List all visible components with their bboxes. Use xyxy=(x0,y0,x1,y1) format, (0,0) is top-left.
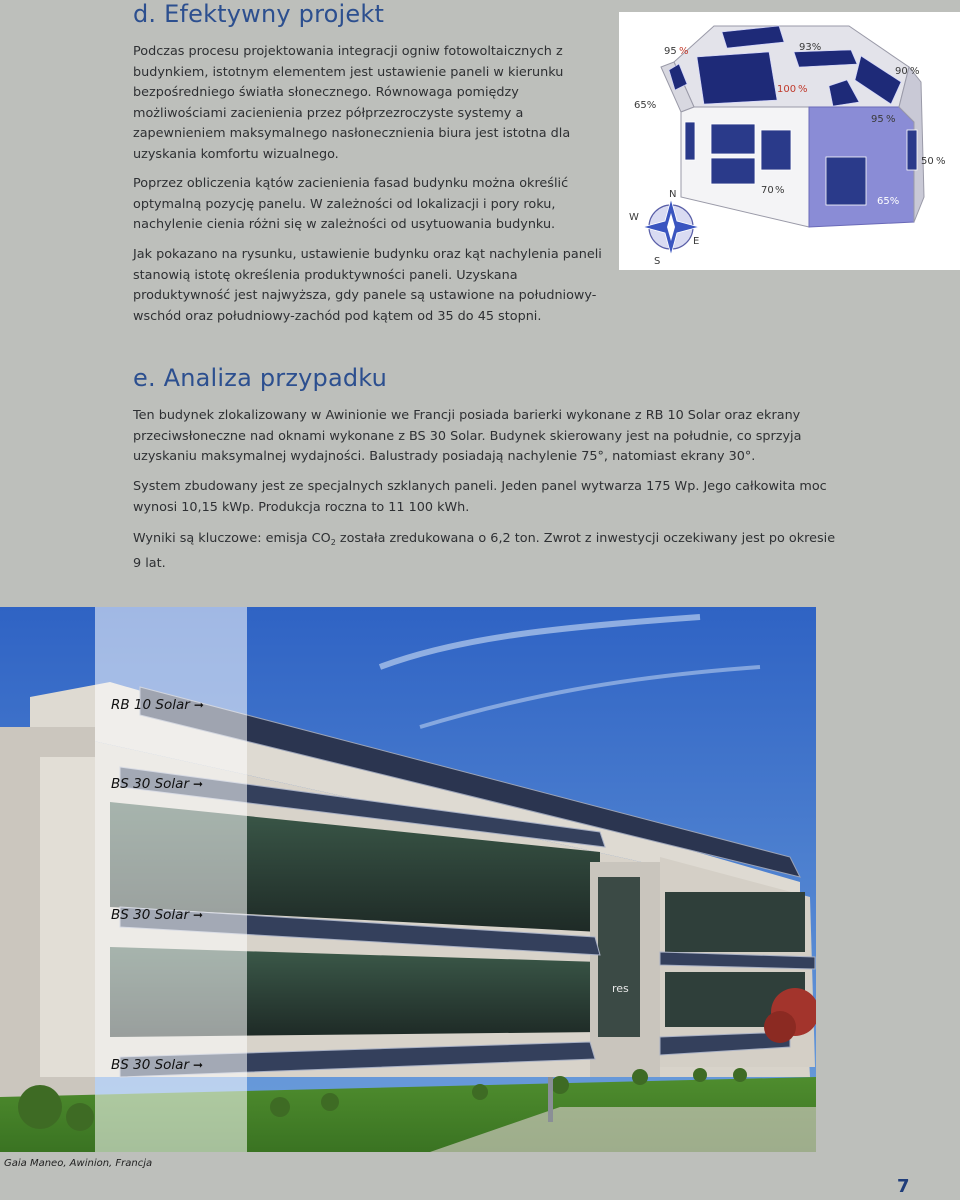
window xyxy=(907,130,917,170)
section-e-paragraph-1: Ten budynek zlokalizowany w Awinionie we Francji posiada barierki wykonane z RB 10 Solar oraz ekrany przeciwsłoneczne nad oknami wykonane z BS 30 Solar. Budynek skierowany jest na południe, co sprzyja uzyskaniu maksymalnej wydajności. Balustrady posiadają nachylenie 75°, natomiast ekrany 30°. xyxy=(133,408,802,464)
compass-n: N xyxy=(669,189,677,200)
page-number: 7 xyxy=(897,1176,910,1197)
compass-rose xyxy=(643,199,699,255)
co2-text-before: Wyniki są kluczowe: emisja CO xyxy=(133,531,331,546)
label-right-90-pct: % xyxy=(910,66,920,77)
building-orientation-diagram xyxy=(619,12,960,270)
photo-label-bs30-3-text: BS 30 Solar xyxy=(111,1057,189,1073)
arrow-right-icon: ➞ xyxy=(193,908,204,922)
label-bottom-70: 70 xyxy=(761,185,774,196)
compass-w: W xyxy=(629,212,639,223)
co2-text-after: została zredukowana o 6,2 ton. Zwrot z inwestycji oczekiwany jest po okresie 9 lat. xyxy=(133,531,836,571)
label-right-95-pct: % xyxy=(886,114,896,125)
photo-label-bs30-3 xyxy=(111,1057,203,1073)
label-right-90: 90 xyxy=(895,66,908,77)
label-right-50: 50 xyxy=(921,156,934,167)
window xyxy=(826,157,866,205)
label-left-65: 65% xyxy=(634,100,657,111)
building-sign: res xyxy=(612,982,629,995)
photo-label-rb10 xyxy=(111,697,204,713)
roof-panel xyxy=(697,52,777,104)
section-d-title: d. Efektywny projekt xyxy=(133,0,385,28)
section-e-paragraph-3 xyxy=(133,529,843,574)
photo-label-bs30-1 xyxy=(111,776,203,792)
section-e-title: e. Analiza przypadku xyxy=(133,364,388,392)
label-top-95-pct: % xyxy=(679,46,689,57)
label-bottom-70-pct: % xyxy=(775,185,785,196)
compass-s: S xyxy=(654,256,661,267)
photo-label-bs30-1-text: BS 30 Solar xyxy=(111,776,189,792)
compass-e: E xyxy=(693,236,700,247)
photo-label-bs30-2-text: BS 30 Solar xyxy=(111,907,189,923)
arrow-right-icon: ➞ xyxy=(193,1058,204,1072)
co2-subscript: 2 xyxy=(330,538,336,547)
photo-label-bs30-2 xyxy=(111,907,203,923)
building-photo xyxy=(0,607,816,1152)
window xyxy=(685,122,695,160)
label-top-93: 93% xyxy=(799,42,822,53)
section-d-paragraph-1: Podczas procesu projektowania integracji ogniw fotowoltaicznych z budynkiem, istotnym elementem jest ustawienie paneli w kierunku bezpośredniego światła słonecznego. Równowaga pomiędzy możliwościami zacienienia przez półprzezroczyste systemy a zapewnieniem maksymalnego nasłonecznienia biura jest istotna dla uzyskania komfortu wizualnego. xyxy=(133,44,571,162)
section-e-paragraph-2: System zbudowany jest ze specjalnych szklanych paneli. Jeden panel wytwarza 175 Wp. Jego całkowita moc wynosi 10,15 kWp. Produkcja roczna to 11 100 kWh. xyxy=(133,479,827,515)
label-center-100-pct: % xyxy=(798,84,808,95)
arrow-right-icon: ➞ xyxy=(193,777,204,791)
diagram-svg xyxy=(619,12,960,270)
label-center-100: 100 xyxy=(777,84,797,95)
photo-label-rb10-text: RB 10 Solar xyxy=(111,697,190,713)
label-top-95: 95 xyxy=(664,46,677,57)
window xyxy=(711,158,755,184)
label-right-95: 95 xyxy=(871,114,884,125)
section-d-paragraph-3: Jak pokazano na rysunku, ustawienie budynku oraz kąt nachylenia paneli stanowią istotę określenia produktywności paneli. Uzyskana produktywność jest najwyższa, gdy panele są ustawione na południowy-wschód oraz południowy-zachód pod kątem od 35 do 45 stopni. xyxy=(133,247,602,324)
photo-caption: Gaia Maneo, Awinion, Francja xyxy=(4,1158,153,1169)
section-d-paragraph-2: Poprzez obliczenia kątów zacienienia fasad budynku można określić optymalną pozycję panelu. W zależności od lokalizacji i pory roku, nachylenie cienia różni się w zależności od usytuowania budynku. xyxy=(133,176,569,232)
label-right-50-pct: % xyxy=(936,156,946,167)
window xyxy=(711,124,755,154)
label-bottom-65: 65% xyxy=(877,196,900,207)
arrow-right-icon: ➞ xyxy=(193,698,204,712)
window xyxy=(761,130,791,170)
